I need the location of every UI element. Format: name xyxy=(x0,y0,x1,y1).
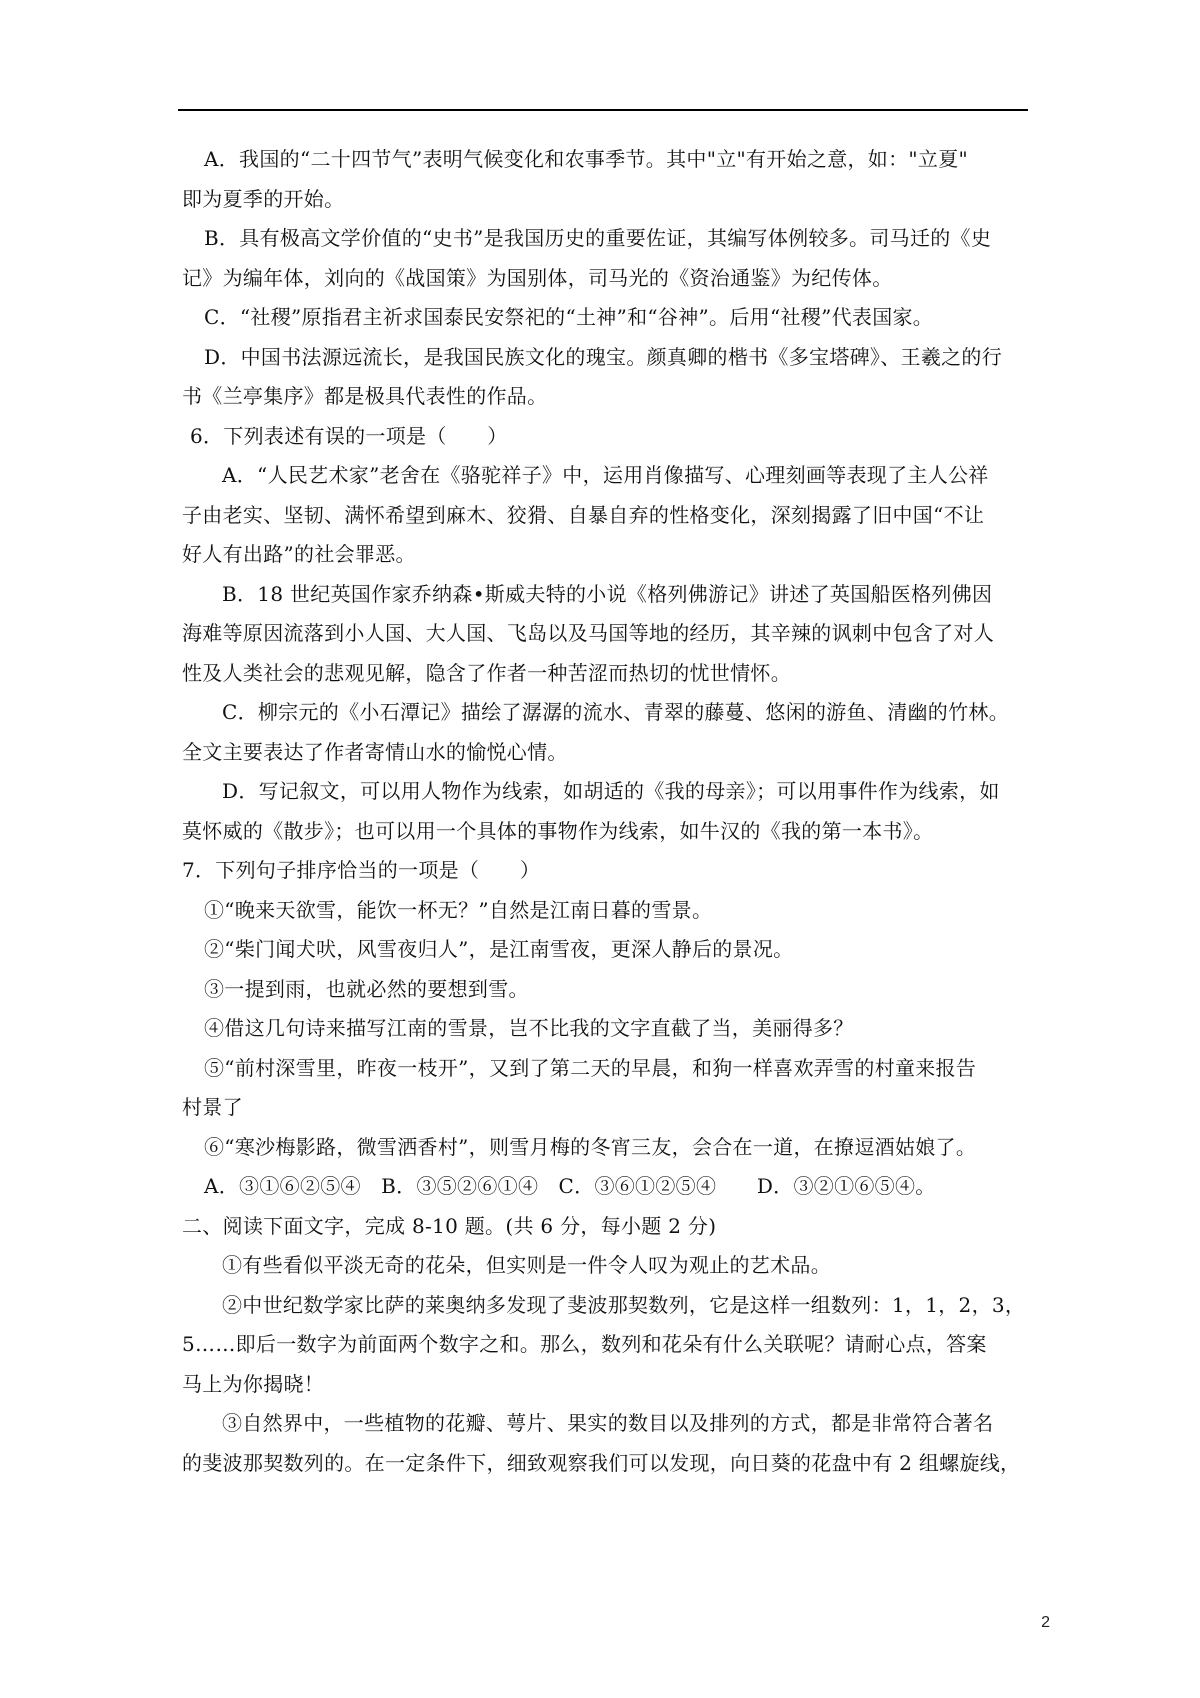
question-6-option-c-line-2: 全文主要表达了作者寄情山水的愉悦心情。 xyxy=(182,739,568,764)
question-6-option-d-line-2: 莫怀威的《散步》；也可以用一个具体的事物作为线索，如牛汉的《我的第一本书》。 xyxy=(182,818,934,843)
question-6-option-c-line-1: C．柳宗元的《小石潭记》描绘了潺潺的流水、青翠的藤蔓、悠闲的游鱼、清幽的竹林。 xyxy=(222,700,1010,724)
question-5-option-a-line-2: 即为夏季的开始。 xyxy=(182,186,345,211)
question-7-sentence-1: ①“晚来天欲雪，能饮一杯无？”自然是江南日暮的雪景。 xyxy=(204,897,713,922)
question-5-option-b-line-2: 记》为编年体，刘向的《战国策》为国别体，司马光的《资治通鉴》为纪传体。 xyxy=(182,265,893,290)
question-6-stem: 6．下列表述有误的一项是（ ） xyxy=(190,423,508,448)
question-7-sentence-3: ③一提到雨，也就必然的要想到雪。 xyxy=(204,976,529,1001)
question-6-option-d-line-1: D．写记叙文，可以用人物作为线索，如胡适的《我的母亲》；可以用事件作为线索，如 xyxy=(222,779,1000,803)
question-6-option-a-line-1: A．“人民艺术家”老舍在《骆驼祥子》中，运用肖像描写、心理刻画等表现了主人公祥 xyxy=(222,463,989,487)
question-5-option-c: C．“社稷”原指君主祈求国泰民安祭祀的“土神”和“谷神”。后用“社稷”代表国家。 xyxy=(204,305,934,329)
question-7-options: A．③①⑥②⑤④ B．③⑤②⑥①④ C．③⑥①②⑤④ D．③②①⑥⑤④。 xyxy=(204,1174,936,1198)
question-6-option-a-line-2: 子由老实、坚韧、满怀希望到麻木、狡猾、自暴自弃的性格变化，深刻揭露了旧中国“不让 xyxy=(182,502,985,527)
passage-paragraph-2-line-3: 马上为你揭晓！ xyxy=(182,1371,325,1396)
document-body xyxy=(182,140,1028,1483)
header-rule xyxy=(178,109,1028,111)
question-5-option-d-line-1: D．中国书法源远流长，是我国民族文化的瑰宝。颜真卿的楷书《多宝塔碑》、王羲之的行 xyxy=(204,344,1003,369)
question-7-sentence-2: ②“柴门闻犬吠，风雪夜归人”，是江南雪夜，更深人静后的景况。 xyxy=(204,937,794,961)
passage-paragraph-2-line-1: ②中世纪数学家比萨的莱奥纳多发现了斐波那契数列，它是这样一组数列：1，1，2，3， xyxy=(222,1292,1026,1317)
passage-paragraph-2-line-2: 5……即后一数字为前面两个数字之和。那么，数列和花朵有什么关联呢？请耐心点，答案 xyxy=(182,1332,987,1356)
question-6-option-b-line-1: B．18 世纪英国作家乔纳森•斯威夫特的小说《格列佛游记》讲述了英国船医格列佛因 xyxy=(222,581,993,606)
question-6-option-b-line-3: 性及人类社会的悲观见解，隐含了作者一种苦涩而热切的忧世情怀。 xyxy=(182,660,791,685)
page-number: 2 xyxy=(1041,1614,1050,1631)
question-5-option-d-line-2: 书《兰亭集序》都是极具代表性的作品。 xyxy=(182,384,548,408)
passage-paragraph-3-line-2: 的斐波那契数列的。在一定条件下，细致观察我们可以发现，向日葵的花盘中有 2 组螺旋线， xyxy=(182,1450,1021,1475)
question-7-sentence-5-line-2: 村景了 xyxy=(182,1095,243,1119)
question-5-option-a-line-1: A．我国的“二十四节气”表明气候变化和农事季节。其中"立"有开始之意，如："立夏" xyxy=(204,147,968,171)
section-2-heading: 二、阅读下面文字，完成 8-10 题。(共 6 分，每小题 2 分) xyxy=(182,1213,717,1238)
question-7-sentence-6: ⑥“寒沙梅影路，微雪洒香村”，则雪月梅的冬宵三友，会合在一道，在撩逗酒姑娘了。 xyxy=(204,1134,977,1159)
question-7-sentence-4: ④借这几句诗来描写江南的雪景，岂不比我的文字直截了当，美丽得多？ xyxy=(204,1016,854,1040)
question-6-option-a-line-3: 好人有出路”的社会罪恶。 xyxy=(182,542,416,566)
question-6-option-b-line-2: 海难等原因流落到小人国、大人国、飞岛以及马国等地的经历，其辛辣的讽刺中包含了对人 xyxy=(182,621,994,645)
question-7-sentence-5-line-1: ⑤“前村深雪里，昨夜一枝开”，又到了第二天的早晨，和狗一样喜欢弄雪的村童来报告 xyxy=(204,1055,977,1080)
passage-paragraph-1: ①有些看似平淡无奇的花朵，但实则是一件令人叹为观止的艺术品。 xyxy=(222,1253,831,1277)
question-5-option-b-line-1: B．具有极高文学价值的“史书”是我国历史的重要佐证，其编写体例较多。司马迁的《史 xyxy=(204,226,992,250)
passage-paragraph-3-line-1: ③自然界中，一些植物的花瓣、萼片、果实的数目以及排列的方式，都是非常符合著名 xyxy=(222,1411,994,1435)
question-7-stem: 7．下列句子排序恰当的一项是（ ） xyxy=(182,858,541,882)
